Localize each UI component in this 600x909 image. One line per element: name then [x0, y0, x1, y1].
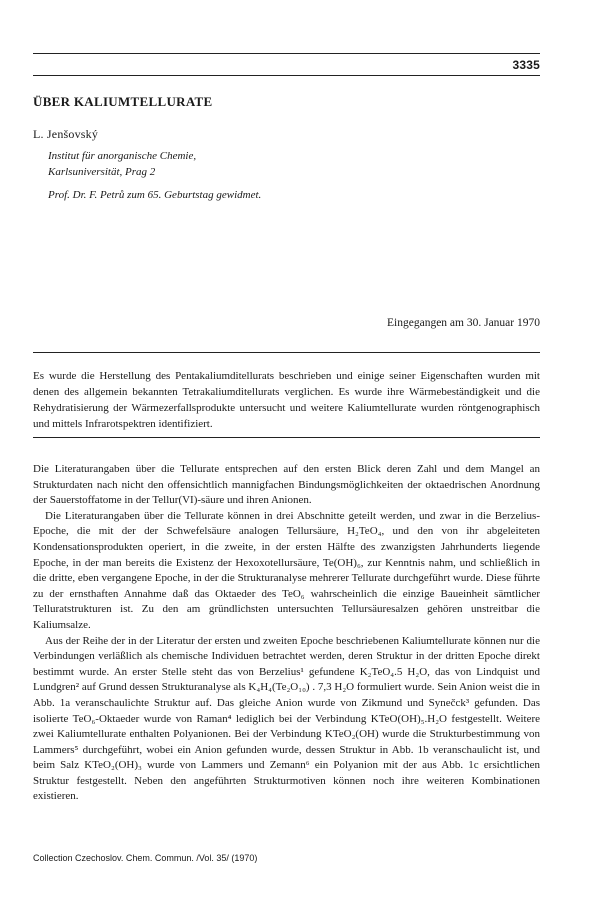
affiliation-line: Institut für anorganische Chemie, [48, 150, 197, 162]
body-paragraph: Aus der Reihe der in der Literatur der ersten und zweiten Epoche beschriebenen Kaliumtellurate können nur die Verbindungen verläßlich als chemische Individuen betrachtet werden, deren Struktur in der dritten Epoche direkt bestimmt wurde. An erster Stelle steht das von Berzelius¹ gefundene K₂TeO₄.5 H₂O, das von Lindquist und Lundgren² auf Grund dessen Strukturanalyse als K₄H₄(Te₂O₁₀) . 7,3 H₂O formuliert wurde. Sein Anion weist die in Abb. 1a veranschaulichte Struktur auf. Das gleiche Anion wurde von Zikmund und Synečck³ gefunden. Das isolierte TeO₆-Oktaeder wurde von Raman⁴ lediglich bei der Verbindung KTeO(OH)₅.H₂O festgestellt. Weitere zwei Kaliumtellurate enthalten Polyanionen. Bei der Verbindung KTeO₂(OH) wurde die Strukturbestimmung von Lammers⁵ durchgeführt, wobei ein Anion gefunden wurde, dessen Struktur in Abb. 1b veranschaulicht ist, und beim Salz KTeO₂(OH)₃ wurde von Lammers und Zemann⁶ ein Polyanion mit der aus Abb. 1c ersichtlichen Struktur festgestellt. Neben den angeführten Strukturmotiven können noch ihre weiteren Kombinationen existieren. [33, 634, 540, 803]
abstract: Es wurde die Herstellung des Pentakaliumditellurats beschrieben und einige seiner Eigenschaften wurden mit denen des allgemein bekannten Tetrakaliumditellurats verglichen. Es wurde ihre Wärmebeständigkeit und die Rehydratisierung der Wärmezerfallsprodukte untersucht und weitere Kaliumtellurate wurden röntgenographisch und mittels Infrarotspektren identifiziert. [33, 370, 540, 430]
abstract-top-rule [33, 352, 540, 353]
affiliation [48, 148, 196, 180]
article-body [33, 462, 540, 805]
abstract-bottom-rule [33, 437, 540, 438]
journal-page [33, 0, 540, 909]
header-rule [33, 75, 540, 76]
body-paragraph: Die Literaturangaben über die Tellurate können in drei Abschnitte geteilt werden, und zwar in die Berzelius-Epoche, die mit der der Schwefelsäure analogen Tellursäure, H₂TeO₄, und den von ihr abgeleiteten Kondensationsprodukten operiert, in die zweite, in der ersten Hälfte des zwanzigsten Jahrhunderts liegende Epoche, in der man bereits die Existenz der Hexoxotellursäure, Te(OH)₆, zur Kenntnis nahm, und schließlich in die dritte, eben vergangene Epoche, in der die Strukturanalyse mehrerer Tellurate durchgeführt wurde. Diese führte zu der ernsthaften Annahme daß das Oktaeder des TeO₆ wahrscheinlich die einzige Baueinheit sämtlicher Telluratstrukturen ist. Zu den am gründlichsten untersuchten Tellursäuresalzen gehören unstreitbar die Kaliumsalze. [33, 509, 540, 631]
top-rule [33, 53, 540, 54]
body-paragraph: Die Literaturangaben über die Tellurate entsprechen auf den ersten Blick deren Zahl und dem Mangel an Strukturdaten nach nicht den offensichtlich mannigfachen Bindungsmöglichkeiten der oktaedrischen Anordnung der Sauerstoffatome in der Tellur(VI)-säure und ihren Anionen. [33, 463, 540, 507]
journal-citation: Collection Czechoslov. Chem. Commun. /Vol. 35/ (1970) [33, 853, 258, 863]
article-title: ÜBER KALIUMTELLURATE [33, 94, 213, 109]
dedication: Prof. Dr. F. Petrů zum 65. Geburtstag gewidmet. [48, 189, 262, 201]
page-number: 3335 [512, 58, 540, 72]
affiliation-line: Karlsuniversität, Prag 2 [48, 166, 156, 178]
received-date: Eingegangen am 30. Januar 1970 [387, 317, 540, 329]
author-name: L. Jenšovský [33, 127, 99, 141]
